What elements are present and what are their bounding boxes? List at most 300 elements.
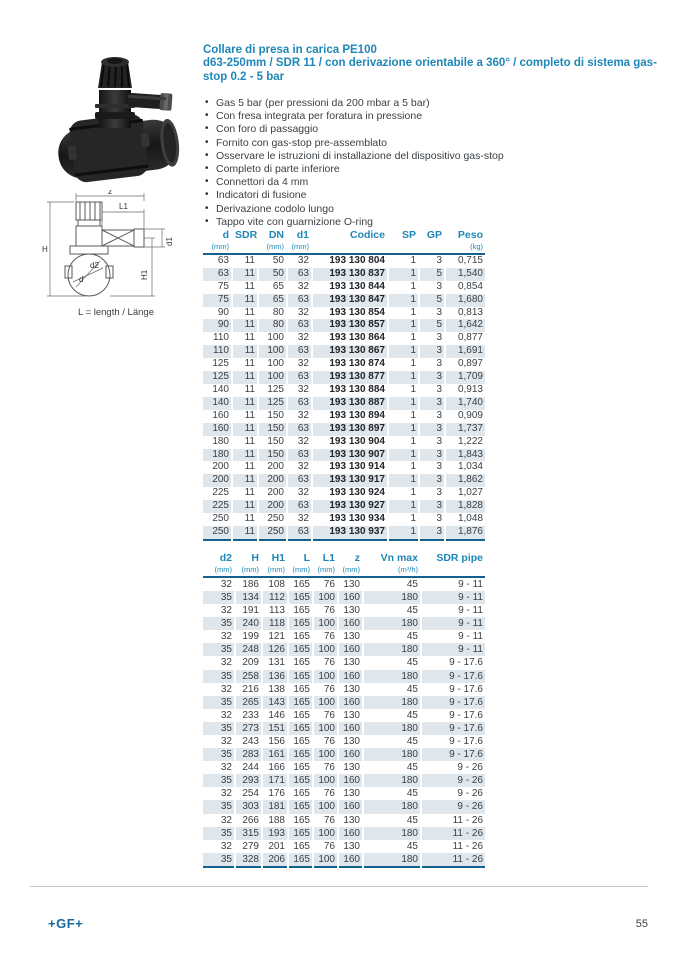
column-header-z: z [338,552,363,565]
column-header-d1: d1 [287,229,312,242]
cell-h1: 201 [262,840,288,853]
cell-peso: 0,854 [445,281,485,294]
main-content [203,44,659,868]
table-row [203,500,485,513]
cell-vn-max: 45 [363,735,421,748]
column-header-d: d [222,228,229,241]
table-row [203,294,485,307]
column-unit [312,242,388,254]
cell-dn: 100 [258,345,287,358]
table-row [203,358,485,371]
cell-codice: 193 130 854 [312,307,388,320]
cell-gp: 3 [419,332,445,345]
cell-d1: 32 [287,461,312,474]
cell-vn-max: 45 [363,604,421,617]
cell-d1: 63 [287,449,312,462]
cell-l1: 100 [313,774,338,787]
cell-sdr-pipe: 9 - 17.6 [421,656,485,669]
cell-vn-max: 45 [363,709,421,722]
cell-sp: 1 [388,423,419,436]
cell-d1: 63 [287,423,312,436]
cell-dn: 100 [258,371,287,384]
cell-vn-max: 45 [363,656,421,669]
cell-dn: 65 [258,294,287,307]
cell-d2: 35 [203,800,235,813]
cell-d2: 32 [220,762,232,774]
cell-l: 165 [288,853,313,867]
cell-d2: 35 [203,722,235,735]
cell-d: 125 [203,371,232,384]
table-row [203,281,485,294]
cell-vn-max: 45 [363,840,421,853]
cell-peso: 0,877 [445,332,485,345]
cell-dn: 200 [258,500,287,513]
cell-z: 130 [338,709,363,722]
dim-label-z: z [108,190,112,196]
cell-gp: 3 [419,397,445,410]
cell-gp: 3 [419,345,445,358]
cell-codice: 193 130 927 [312,500,388,513]
cell-vn-max: 180 [363,827,421,840]
column-unit: (mm) [287,242,312,254]
footer-divider [30,886,648,887]
cell-sdr-pipe: 9 - 17.6 [421,748,485,761]
table-row [203,800,485,813]
cell-h: 199 [235,630,262,643]
column-unit: (mm) [203,242,232,254]
cell-sdr: 11 [232,397,258,410]
cell-d1: 63 [287,268,312,281]
spec-table-ordering [203,229,485,541]
cell-z: 130 [338,840,363,853]
cell-gp: 3 [419,410,445,423]
cell-gp: 3 [419,281,445,294]
table-row [203,722,485,735]
cell-vn-max: 180 [363,853,421,867]
column-header-dn: DN [258,229,287,242]
cell-sdr: 11 [232,384,258,397]
column-unit [419,242,445,254]
cell-d1: 32 [287,281,312,294]
cell-dn: 150 [258,436,287,449]
column-unit [388,242,419,254]
column-header-h: H [235,552,262,565]
cell-sp: 1 [388,319,419,332]
product-subtitle: d63-250mm / SDR 11 / con derivazione orientabile a 360° / completo di sistema gas-stop 0.2 - 5 bar [203,57,657,83]
cell-h1: 138 [262,683,288,696]
cell-vn-max: 180 [363,748,421,761]
cell-sdr: 11 [232,268,258,281]
cell-codice: 193 130 804 [312,254,388,268]
cell-gp: 3 [419,513,445,526]
cell-l1: 100 [313,853,338,867]
cell-h1: 146 [262,709,288,722]
cell-z: 160 [338,722,363,735]
cell-dn: 200 [258,461,287,474]
cell-codice: 193 130 837 [312,268,388,281]
cell-sdr-pipe: 9 - 17.6 [421,735,485,748]
cell-z: 130 [338,761,363,774]
cell-peso: 1,709 [445,371,485,384]
cell-peso: 1,027 [445,487,485,500]
cell-l1: 100 [313,643,338,656]
table-row [203,827,485,840]
cell-sp: 1 [388,384,419,397]
table-row [203,513,485,526]
table-row [203,461,485,474]
column-header-sdr-pipe: SDR pipe [421,552,485,565]
column-header-vn-max: Vn max [363,552,421,565]
cell-z: 160 [338,774,363,787]
cell-sdr: 11 [232,332,258,345]
cell-codice: 193 130 934 [312,513,388,526]
cell-h1: 151 [262,722,288,735]
cell-l: 165 [288,814,313,827]
cell-h: 293 [235,774,262,787]
cell-l: 165 [288,761,313,774]
cell-sp: 1 [388,371,419,384]
cell-sdr: 11 [232,371,258,384]
cell-d2: 35 [203,774,235,787]
cell-l: 165 [288,617,313,630]
cell-sdr: 11 [232,281,258,294]
gf-logo: +GF+ [48,916,84,931]
cell-codice: 193 130 867 [312,345,388,358]
feature-list [203,97,659,229]
cell-d2: 32 [220,735,232,747]
cell-sp: 1 [388,307,419,320]
cell-d2: 35 [203,696,235,709]
cell-sp: 1 [388,513,419,526]
table-row [203,268,485,281]
cell-dn: 50 [258,254,287,268]
cell-h: 186 [235,577,262,591]
cell-d2: 32 [220,605,232,617]
cell-sdr-pipe: 9 - 17.6 [421,683,485,696]
table-row [203,643,485,656]
cell-d2: 32 [220,709,232,721]
column-unit: (mm) [338,565,363,577]
cell-h: 216 [235,683,262,696]
cell-h: 283 [235,748,262,761]
feature-item: • Derivazione codolo lungo [203,203,659,216]
cell-dn: 125 [258,397,287,410]
cell-codice: 193 130 914 [312,461,388,474]
cell-l1: 76 [313,656,338,669]
cell-gp: 3 [419,474,445,487]
cell-z: 160 [338,853,363,867]
cell-sdr: 11 [232,423,258,436]
column-header-d2: d2 [219,551,232,564]
cell-d2: 35 [203,853,235,867]
cell-l1: 76 [313,630,338,643]
cell-l1: 100 [313,722,338,735]
column-header-sp: SP [388,229,419,242]
cell-peso: 1,740 [445,397,485,410]
drawing-caption: L = length / Länge [78,307,154,318]
cell-h1: 143 [262,696,288,709]
cell-z: 130 [338,604,363,617]
cell-peso: 1,862 [445,474,485,487]
cell-vn-max: 45 [363,761,421,774]
cell-vn-max: 180 [363,591,421,604]
column-header-sdr: SDR [232,229,258,242]
cell-l: 165 [288,774,313,787]
cell-dn: 100 [258,358,287,371]
cell-h1: 108 [262,577,288,591]
cell-d1: 32 [287,384,312,397]
column-header-l1: L1 [313,552,338,565]
cell-vn-max: 45 [363,814,421,827]
cell-dn: 80 [258,307,287,320]
table-row [203,384,485,397]
cell-sdr-pipe: 9 - 11 [421,591,485,604]
cell-gp: 3 [419,371,445,384]
cell-h: 233 [235,709,262,722]
cell-peso: 1,222 [445,436,485,449]
cell-h: 248 [235,643,262,656]
cell-gp: 5 [419,294,445,307]
cell-sdr: 11 [232,358,258,371]
cell-peso: 1,691 [445,345,485,358]
cell-h1: 113 [262,604,288,617]
cell-peso: 1,843 [445,449,485,462]
feature-item: • Connettori da 4 mm [203,176,659,189]
cell-l1: 76 [313,604,338,617]
cell-z: 130 [338,735,363,748]
table-row [203,670,485,683]
cell-d2: 32 [220,814,232,826]
cell-vn-max: 45 [363,630,421,643]
cell-dn: 150 [258,410,287,423]
column-header-gp: GP [419,229,445,242]
cell-dn: 100 [258,332,287,345]
table-row [203,319,485,332]
cell-d2: 32 [220,657,232,669]
cell-h: 258 [235,670,262,683]
cell-sdr-pipe: 9 - 11 [421,630,485,643]
cell-dn: 150 [258,449,287,462]
cell-gp: 3 [419,500,445,513]
cell-h: 209 [235,656,262,669]
cell-sp: 1 [388,254,419,268]
cell-codice: 193 130 894 [312,410,388,423]
cell-l: 165 [288,670,313,683]
cell-d: 140 [212,383,229,395]
cell-l1: 100 [313,748,338,761]
table-row [203,436,485,449]
cell-peso: 1,680 [445,294,485,307]
cell-codice: 193 130 874 [312,358,388,371]
table-row [203,591,485,604]
cell-dn: 200 [258,487,287,500]
dim-label-d: d [79,275,84,284]
table-row [203,526,485,540]
technical-drawing [40,190,192,306]
column-header-codice: Codice [312,229,388,242]
cell-sp: 1 [388,474,419,487]
cell-d: 125 [212,358,229,370]
cell-l: 165 [288,643,313,656]
cell-gp: 3 [419,449,445,462]
cell-d1: 63 [287,345,312,358]
cell-gp: 3 [419,254,445,268]
column-unit: (mm) [288,565,313,577]
table-row [203,774,485,787]
cell-l1: 100 [313,827,338,840]
table-row [203,332,485,345]
cell-d: 110 [213,332,229,344]
feature-item: • Con foro di passaggio [203,123,659,136]
cell-h1: 188 [262,814,288,827]
cell-d1: 32 [287,307,312,320]
cell-l: 165 [288,630,313,643]
table-row [203,696,485,709]
cell-d: 225 [203,500,232,513]
cell-sp: 1 [388,345,419,358]
table-row [203,787,485,800]
cell-codice: 193 130 907 [312,449,388,462]
cell-l: 165 [288,735,313,748]
column-header-h1: H1 [262,552,288,565]
cell-sdr: 11 [232,410,258,423]
cell-sp: 1 [388,526,419,540]
cell-l1: 76 [313,814,338,827]
dim-label-h: H [42,245,48,254]
cell-vn-max: 180 [363,670,421,683]
product-title: Collare di presa in carica PE100 [203,44,377,56]
cell-l: 165 [288,787,313,800]
cell-l1: 76 [313,709,338,722]
cell-codice: 193 130 844 [312,281,388,294]
cell-l: 165 [288,696,313,709]
cell-l: 165 [288,800,313,813]
cell-h1: 126 [262,643,288,656]
cell-sdr-pipe: 11 - 26 [421,814,485,827]
table-row [203,307,485,320]
cell-d1: 32 [287,410,312,423]
cell-gp: 3 [419,423,445,436]
cell-peso: 0,897 [445,358,485,371]
cell-z: 160 [338,670,363,683]
table-row [203,761,485,774]
cell-sdr-pipe: 9 - 11 [421,643,485,656]
cell-d2: 32 [220,631,232,643]
page-number: 55 [635,918,648,930]
cell-l: 165 [288,577,313,591]
cell-z: 130 [338,814,363,827]
cell-l1: 100 [313,800,338,813]
cell-dn: 250 [258,526,287,540]
cell-l: 165 [288,840,313,853]
table-row [203,683,485,696]
cell-h1: 176 [262,787,288,800]
dim-label-l1: L1 [119,202,128,211]
cell-vn-max: 180 [363,800,421,813]
cell-l1: 76 [313,761,338,774]
cell-d1: 32 [287,487,312,500]
cell-sdr-pipe: 11 - 26 [421,840,485,853]
cell-h1: 181 [262,800,288,813]
cell-z: 130 [338,787,363,800]
cell-sdr-pipe: 9 - 11 [421,577,485,591]
cell-h: 244 [235,761,262,774]
cell-sdr: 11 [232,307,258,320]
cell-l1: 76 [313,577,338,591]
cell-h: 243 [235,735,262,748]
cell-d: 90 [217,306,229,318]
spec-table-dimensions [203,552,485,868]
cell-h1: 193 [262,827,288,840]
cell-sp: 1 [388,358,419,371]
cell-h: 279 [235,840,262,853]
column-unit: (kg) [445,242,485,254]
table-row [203,410,485,423]
cell-sp: 1 [388,397,419,410]
cell-sdr: 11 [232,294,258,307]
cell-sdr: 11 [232,513,258,526]
dim-label-h1: H1 [140,269,149,280]
cell-d: 75 [217,280,229,292]
cell-vn-max: 180 [363,774,421,787]
cell-sdr: 11 [232,436,258,449]
cell-d: 63 [217,254,229,266]
cell-h: 134 [235,591,262,604]
cell-sdr-pipe: 9 - 26 [421,774,485,787]
cell-d: 90 [203,319,232,332]
table-row [203,474,485,487]
cell-sdr-pipe: 9 - 26 [421,761,485,774]
cell-h1: 136 [262,670,288,683]
cell-sp: 1 [388,410,419,423]
cell-sp: 1 [388,294,419,307]
cell-codice: 193 130 937 [312,526,388,540]
cell-d: 180 [203,449,232,462]
cell-d2: 35 [203,748,235,761]
table-row [203,371,485,384]
table-row [203,617,485,630]
cell-dn: 50 [258,268,287,281]
feature-item: • Con fresa integrata per foratura in pressione [203,110,659,123]
cell-codice: 193 130 847 [312,294,388,307]
cell-vn-max: 180 [363,696,421,709]
cell-sdr-pipe: 9 - 11 [421,617,485,630]
cell-gp: 5 [419,268,445,281]
table-row [203,630,485,643]
cell-sdr: 11 [232,319,258,332]
cell-peso: 0,909 [445,410,485,423]
cell-d2: 32 [220,683,232,695]
cell-gp: 3 [419,384,445,397]
cell-peso: 1,737 [445,423,485,436]
cell-h: 303 [235,800,262,813]
cell-d: 250 [212,513,229,525]
cell-z: 130 [338,630,363,643]
cell-codice: 193 130 887 [312,397,388,410]
table-row [203,748,485,761]
cell-peso: 1,828 [445,500,485,513]
cell-dn: 80 [258,319,287,332]
cell-d2: 35 [203,591,235,604]
feature-item: • Osservare le istruzioni di installazione del dispositivo gas-stop [203,150,659,163]
cell-d: 200 [212,461,229,473]
cell-peso: 1,642 [445,319,485,332]
cell-d1: 63 [287,474,312,487]
column-unit: (mm) [235,565,262,577]
cell-d1: 32 [287,358,312,371]
cell-peso: 1,540 [445,268,485,281]
cell-peso: 1,876 [445,526,485,540]
